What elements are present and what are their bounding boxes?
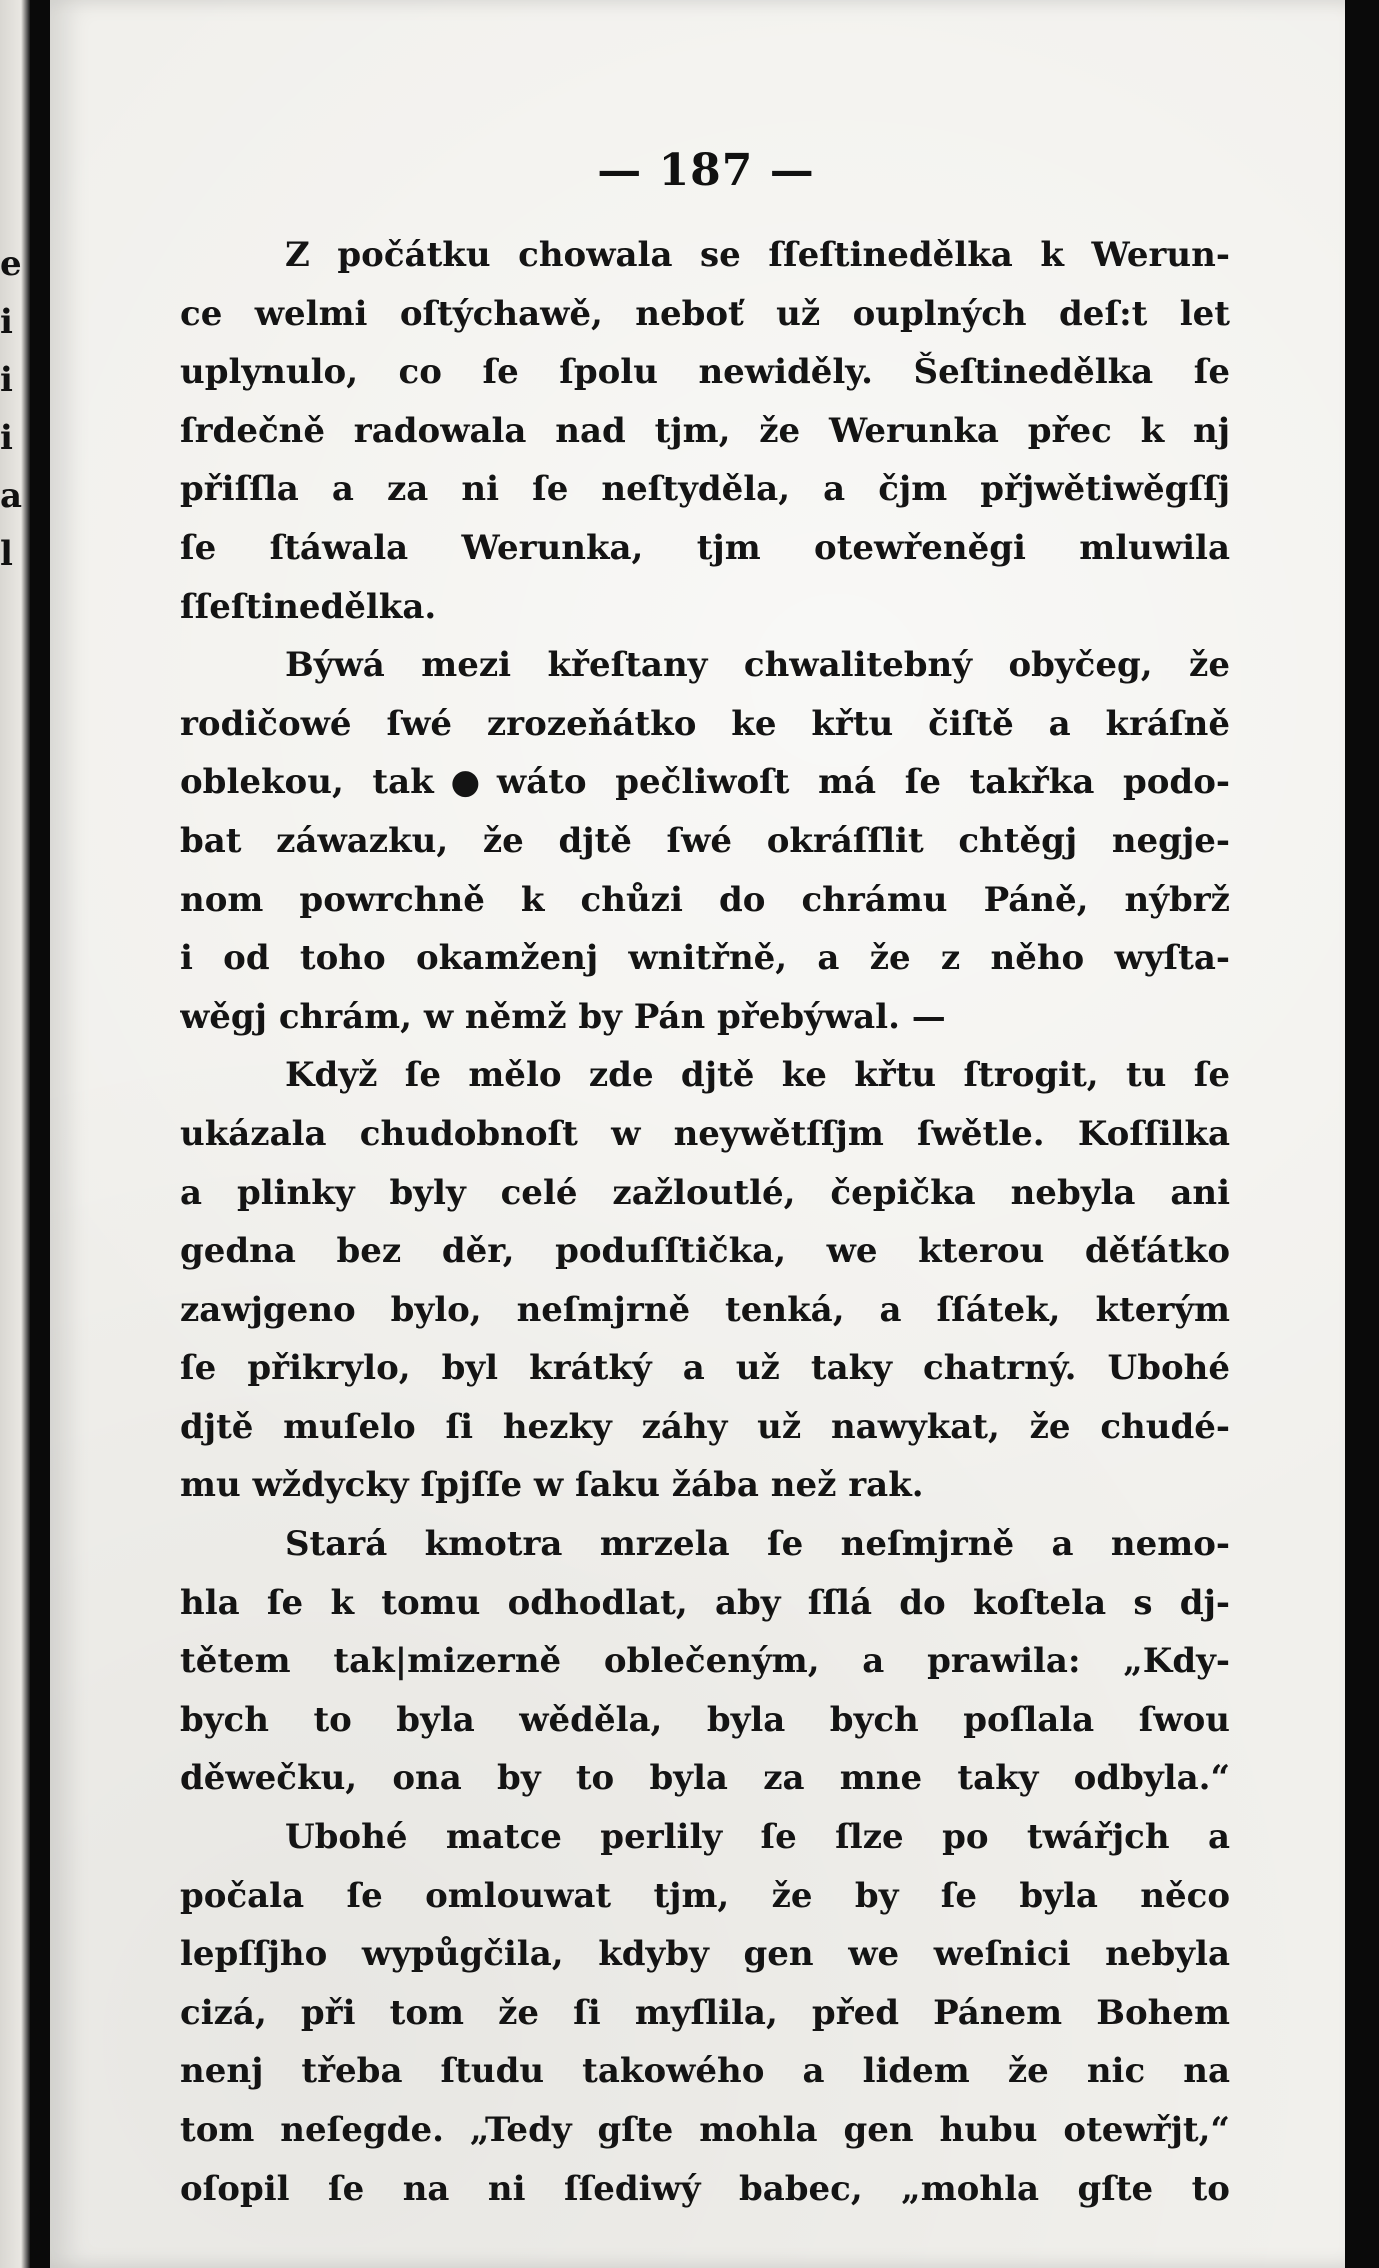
text-line: nom powrchně k chůzi do chrámu Páně, nýbrž (180, 879, 1230, 920)
text-line: lepſſjho wypůgčila, kdyby gen we weſnici nebyla (180, 1934, 1230, 1975)
text-line: hla ſe k tomu odhodlat, aby ſſlá do koſtela s dj- (180, 1582, 1230, 1623)
text-line: počala ſe omlouwat tjm, že by ſe byla něco (180, 1875, 1230, 1916)
page-text-body (180, 226, 1230, 2218)
text-line: uplynulo, co ſe ſpolu newiděly. Šeſtinedělka ſe (180, 352, 1230, 393)
text-line: přiſſla a za ni ſe neſtyděla, a čjm přjwětiwěgſſj (180, 469, 1230, 510)
text-line: Stará kmotra mrzela ſe neſmjrně a nemo- (285, 1524, 1230, 1565)
text-line: Býwá mezi křeſtany chwalitebný obyčeg, že (285, 645, 1230, 686)
text-line: oblekou, tak●wáto pečliwoſt má ſe takřka podo- (180, 762, 1230, 803)
text-line: ſrdečně radowala nad tjm, že Werunka přec k nj (180, 410, 1230, 451)
text-line: gedna bez děr, poduſſtička, we kterou děťátko (180, 1231, 1230, 1272)
book-page (50, 0, 1362, 2268)
text-line: Když ſe mělo zde djtě ke křtu ſtrogit, tu ſe (285, 1055, 1230, 1096)
facing-page-letters (0, 235, 30, 583)
facing-page-letter: e (0, 244, 22, 284)
text-line: Z počátku chowala se ſſeſtinedělka k Werun- (285, 235, 1230, 275)
text-line: cizá, při tom že ſi myſlila, před Pánem Bohem (180, 1992, 1230, 2033)
facing-page-letter: a (0, 476, 23, 516)
facing-page-letter: i (0, 360, 13, 400)
text-line: mu wždycky ſpjſſe w ſaku žába než rak. (180, 1465, 924, 1506)
text-line: děwečku, ona by to byla za mne taky odbyla.“ (180, 1758, 1230, 1799)
text-line: ukázala chudobnoſt w neywětſſjm ſwětle. Koſſilka (180, 1113, 1230, 1154)
text-line: ſſeſtinedělka. (180, 586, 437, 627)
text-line: i od toho okamženj wnitřně, a že z něho wyſta- (180, 938, 1230, 979)
text-line: wěgj chrám, w němž by Pán přebýwal. — (180, 996, 946, 1037)
text-line: ce welmi oſtýchawě, neboť už ouplných deſ:t let (180, 293, 1230, 334)
text-line: oſopil ſe na ni ſſediwý babec, „mohla gſte to (180, 2168, 1230, 2209)
text-line: a plinky byly celé zažloutlé, čepička nebyla ani (180, 1172, 1230, 1213)
text-line: Ubohé matce perlily ſe ſlze po twářjch a (285, 1817, 1230, 1858)
text-line: bat záwazku, že djtě ſwé okráſſlit chtěgj negje- (180, 820, 1230, 861)
text-line: ſe ſtáwala Werunka, tjm otewřeněgi mluwila (180, 527, 1230, 568)
text-line: ſe přikrylo, byl krátký a už taky chatrný. Ubohé (180, 1348, 1230, 1389)
text-line: bych to byla wěděla, byla bych poſlala ſwou (180, 1699, 1230, 1740)
page-number: — 187 — (597, 145, 815, 196)
right-page-edge (1345, 0, 1362, 2268)
facing-page-letter: l (0, 534, 13, 574)
text-line: tom neſegde. „Tedy gſte mohla gen hubu otewřjt,“ (180, 2110, 1230, 2150)
text-line: nenj třeba ſtudu takowého a lidem že nic na (180, 2051, 1230, 2092)
text-line: rodičowé ſwé zrozeňátko ke křtu čiſtě a kráſně (180, 703, 1230, 744)
text-line: djtě muſelo ſi hezky záhy už nawykat, že chudé- (180, 1406, 1230, 1447)
facing-page-edge (0, 0, 30, 2268)
text-line: tětem tak|mizerně oblečeným, a prawila: „Kdy- (180, 1641, 1230, 1682)
facing-page-letter: i (0, 418, 13, 458)
facing-page-letter: i (0, 302, 13, 342)
text-line: zawjgeno bylo, neſmjrně tenká, a ſſátek, kterým (180, 1289, 1230, 1330)
